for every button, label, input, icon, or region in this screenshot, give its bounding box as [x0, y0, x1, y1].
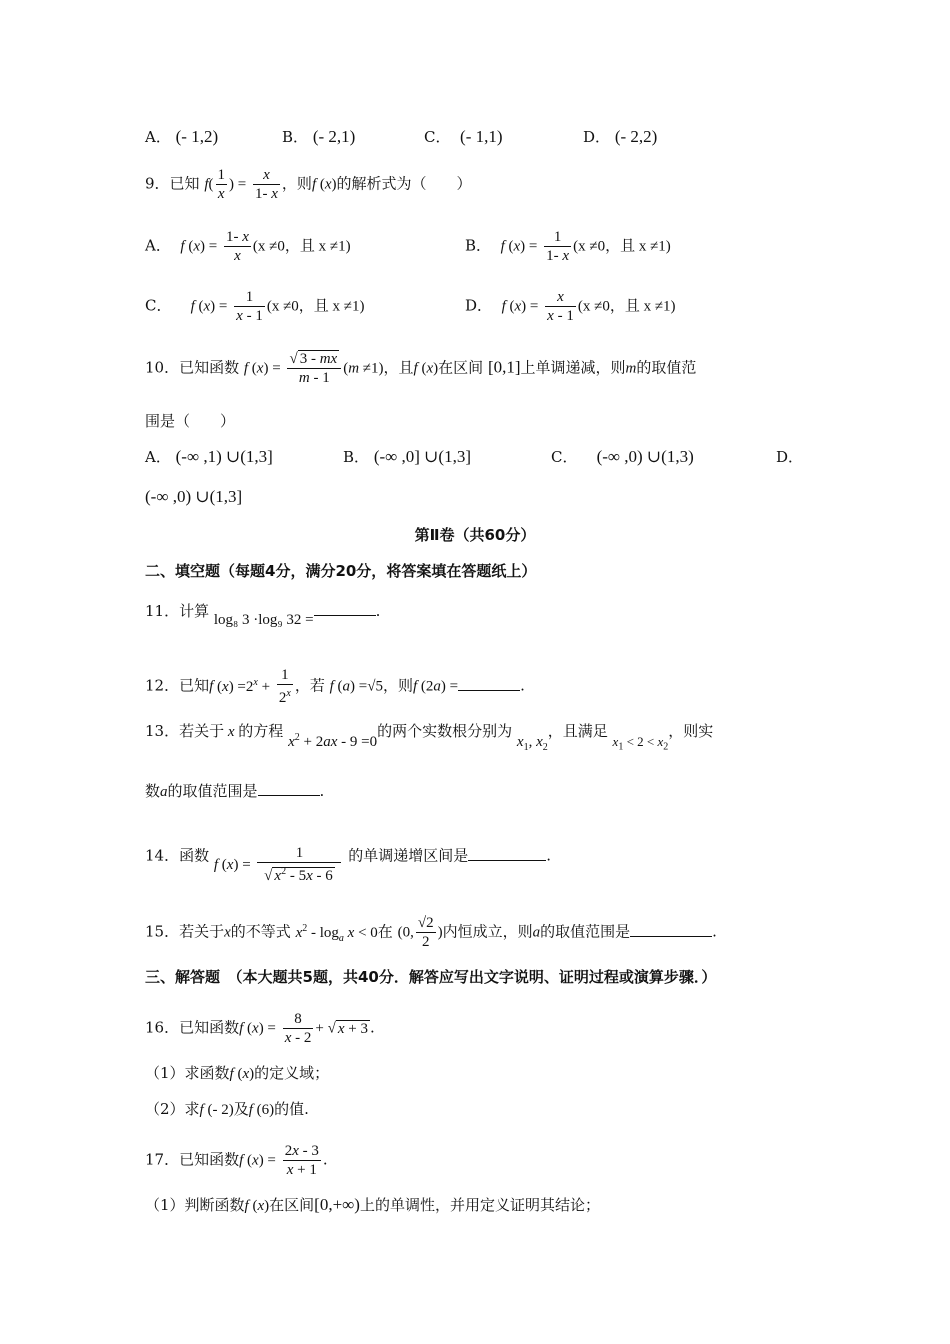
q9-option-a: A． f (x) = $\frac{1- x}{x}$ (x ≠0，且 x ≠1): [145, 229, 351, 264]
q8-option-d: D． (- 2,2): [583, 127, 658, 146]
q9-option-c: C． f (x) = $\frac{1}{x - 1}$ (x ≠0，且 x ≠1): [145, 289, 365, 324]
q14-stem: 14．函数 f (x) = $\frac{1}{√ x^2 - 5x - 6}$ 的单调递增区间是 .: [145, 845, 552, 884]
q10-option-d-value: (-∞ ,0) ∪(1,3]: [145, 487, 243, 506]
q16-part-1: （1）求函数f (x)的定义域；: [145, 1064, 330, 1082]
q13-stem-line2: 数a的取值范围是 .: [145, 782, 325, 800]
q11-stem: 11．计算 log₈ 3 ·log₉ 32 = .: [145, 602, 381, 628]
q9-stem: 9．已知 f( $\frac{1}{x}$ ) = $\frac{x}{1- x}$ ，则f (x)的解析式为（ ）: [145, 167, 472, 202]
q13-stem: 13．若关于 x 的方程 $x^2 + 2ax - 9 =0$的两个实数根分别为 $x_1$, $x_2$，且满足 $x_1 < 2 < x_2$，则实: [145, 722, 714, 753]
q17-part-1: （1）判断函数f (x)在区间[0,+∞)上的单调性，并用定义证明其结论；: [145, 1195, 600, 1214]
q8-option-a: A． (- 1,2): [145, 127, 219, 146]
section-2-title: 第Ⅱ卷（共60分）: [414, 526, 536, 544]
q10-option-b: B． (-∞ ,0] ∪(1,3]: [343, 447, 471, 466]
q17-stem: 17．已知函数f (x) = $\frac{2x - 3}{x + 1}$ .: [145, 1143, 328, 1178]
q10-stem: 10．已知函数 f (x) = $\frac{√ 3 - mx}{m - 1}$ (m ≠1)，且f (x)在区间 [0,1]上单调递减，则m的取值范: [145, 351, 697, 386]
q10-option-c: C． (-∞ ,0) ∪(1,3): [551, 447, 694, 466]
q10-option-d-label: D．: [776, 448, 804, 466]
q10-stem-line2: 围是（ ）: [145, 412, 236, 430]
q8-option-c: C． (- 1,1): [424, 127, 503, 146]
section-3-heading: 三、解答题 （本大题共5题，共40分．解答应写出文字说明、证明过程或演算步骤．）: [145, 968, 717, 986]
q15-stem: 15．若关于x的不等式 $x^2 - \log_a x < 0$在 (0, $\frac{√2}{2}$ )内恒成立，则a的取值范围是 .: [145, 915, 717, 950]
q12-stem: 12．已知f $(x) =2^x$ + $\frac{1}{2^x}$ ，若 f (a) =√5，则f (2a) = .: [145, 667, 525, 706]
q9-option-b: B． f (x) = $\frac{1}{1- x}$ (x ≠0，且 x ≠1): [465, 229, 671, 264]
section-2-heading: 二、填空题（每题4分，满分20分，将答案填在答题纸上）: [145, 562, 537, 580]
q16-part-2: （2）求f (- 2)及f (6)的值.: [145, 1100, 309, 1118]
q8-option-b: B． (- 2,1): [282, 127, 356, 146]
q10-option-a: A． (-∞ ,1) ∪(1,3]: [145, 447, 273, 466]
q9-option-d: D． f (x) = $\frac{x}{x - 1}$ (x ≠0，且 x ≠1): [465, 289, 676, 324]
q16-stem: 16．已知函数f (x) = $\frac{8}{x - 2}$ + √ x + 3 .: [145, 1011, 375, 1046]
